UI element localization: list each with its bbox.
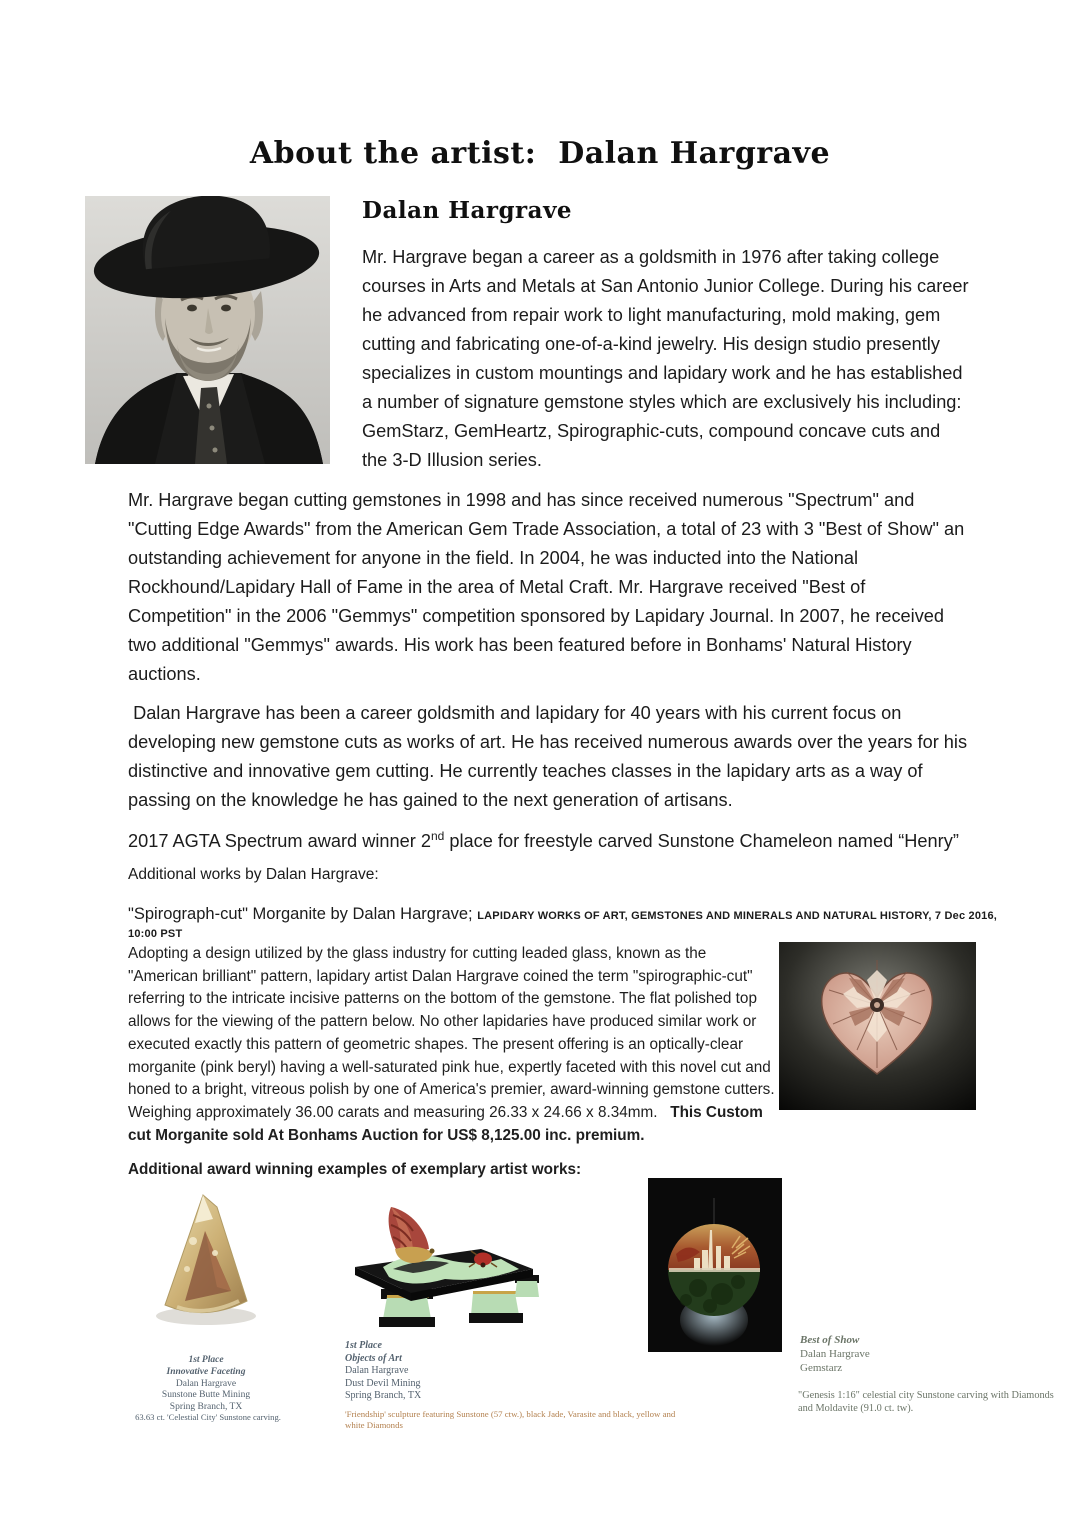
morganite-heading xyxy=(128,905,1028,942)
caption1-credit-artist: Dalan Hargrave xyxy=(175,1378,237,1389)
award-2017-line xyxy=(128,822,1028,856)
caption1-award-line1: 1st Place xyxy=(188,1355,224,1365)
morganite-paragraph xyxy=(128,943,779,1147)
caption3-credit-company: Gemstarz xyxy=(800,1362,843,1374)
caption-genesis xyxy=(800,1333,1060,1375)
page-title: About the artist: Dalan Hargrave xyxy=(249,136,831,171)
caption2-credit-location: Spring Branch, TX xyxy=(345,1390,422,1401)
artist-portrait-image xyxy=(85,196,330,464)
career-paragraph: Dalan Hargrave has been a career goldsmith and lapidary for 40 years with his current focus on developing new gemstone cuts as works of art. He has received numerous awards over the years for his distinctive and innovative gem cutting. He currently teaches classes in the lapidary arts as a way of passing on the knowledge he has gained to the next generation of artisans. xyxy=(128,703,973,810)
celestial-city-sunstone-image xyxy=(147,1189,265,1331)
award-2017-suffix: place for freestyle carved Sunstone Chameleon named “Henry” xyxy=(444,831,959,852)
award-2017-ordinal-sup: nd xyxy=(430,829,445,843)
caption3-award-line1: Best of Show xyxy=(800,1334,860,1346)
caption2-award-line2: Objects of Art xyxy=(345,1352,402,1364)
gallery-heading: Additional award winning examples of exemplary artist works: xyxy=(128,1161,582,1178)
caption3-credit-artist: Dalan Hargrave xyxy=(800,1348,870,1360)
award-2017-prefix: 2017 AGTA Spectrum award winner 2 xyxy=(128,831,431,852)
caption1-description: 63.63 ct. 'Celestial City' Sunstone carving. xyxy=(135,1412,281,1422)
caption3-description: "Genesis 1:16" celestial city Sunstone carving with Diamonds and Moldavite (91.0 ct. tw). xyxy=(798,1390,1054,1414)
caption2-credit-artist: Dalan Hargrave xyxy=(345,1365,409,1376)
morganite-auction-subtitle: LAPIDARY WORKS OF ART, GEMSTONES AND MINERALS AND NATURAL HISTORY, 7 Dec 2016, 10:00 PST xyxy=(128,910,998,940)
caption1-credit-company: Sunstone Butte Mining xyxy=(161,1390,251,1401)
awards-paragraph: Mr. Hargrave began cutting gemstones in 1998 and has since received numerous "Spectrum" and "Cutting Edge Awards" from the American Gem Trade Association, a total of 23 with 3 "Best of Show" an outstanding achievement for anyone in the field. In 2004, he was inducted into the National Rockhound/Lapidary Hall of Fame in the area of Metal Craft. Mr. Hargrave received "Best of Competition" in the 2006 "Gemmys" competition sponsored by Lapidary Journal. In 2007, he received two additional "Gemmys" awards. His work has been featured before in Bonhams' Natural History auctions. xyxy=(128,490,970,684)
artist-name-heading: Dalan Hargrave xyxy=(362,197,573,224)
morganite-body-text: Adopting a design utilized by the glass industry for cutting leaded glass, known as the "American brilliant" pattern, lapidary artist Dalan Hargrave coined the term "spirographic-cut" referring to the intricate incisive patterns on the bottom of the gemstone. The flat polished top allows for the viewing of the pattern below. No other lapidaries have produced similar work or executed exactly this pattern of geometric shapes. The present offering is an optically-clear morganite (pink beryl) having a well-saturated pink hue, expertly faceted with this novel cut and honed to a bright, vitreous polish by one of America's premier, award-winning gemstone cutters. Weighing approximately 36.00 carats and measuring 26.33 x 24.66 x 8.34mm. xyxy=(128,945,779,1121)
caption-friendship xyxy=(345,1340,595,1403)
morganite-sale-note: This Custom cut Morganite sold At Bonhams Auction for US$ 8,125.00 inc. premium. xyxy=(128,1103,768,1144)
caption2-award-line1: 1st Place xyxy=(345,1340,382,1351)
caption1-credit-location: Spring Branch, TX xyxy=(169,1402,243,1413)
additional-works-label: Additional works by Dalan Hargrave: xyxy=(128,866,379,883)
caption2-description: 'Friendship' sculpture featuring Sunstone (57 ctw.), black Jade, Varasite and black, yellow and white Diamonds xyxy=(345,1409,676,1430)
caption1-award-line2: Innovative Faceting xyxy=(166,1366,246,1377)
morganite-heading-title: "Spirograph-cut" Morganite by Dalan Hargrave; xyxy=(128,905,478,923)
friendship-sculpture-image xyxy=(333,1197,545,1333)
artist-bio-paragraph: Mr. Hargrave began a career as a goldsmith in 1976 after taking college courses in Arts and Metals at San Antonio Junior College. During his career he advanced from repair work to light manufacturing, mold making, gem cutting and fabricating one-of-a-kind jewelry. His design studio presently specializes in custom mountings and lapidary work and he has established a number of signature gemstone styles which are exclusively his including: GemStarz, GemHeartz, Spirographic-cuts, compound concave cuts and the 3-D Illusion series. xyxy=(362,247,974,470)
morganite-heart-image xyxy=(779,942,976,1110)
caption2-credit-company: Dust Devil Mining xyxy=(345,1377,421,1389)
genesis-sphere-image xyxy=(648,1178,782,1352)
caption-celestial-city xyxy=(115,1355,297,1414)
